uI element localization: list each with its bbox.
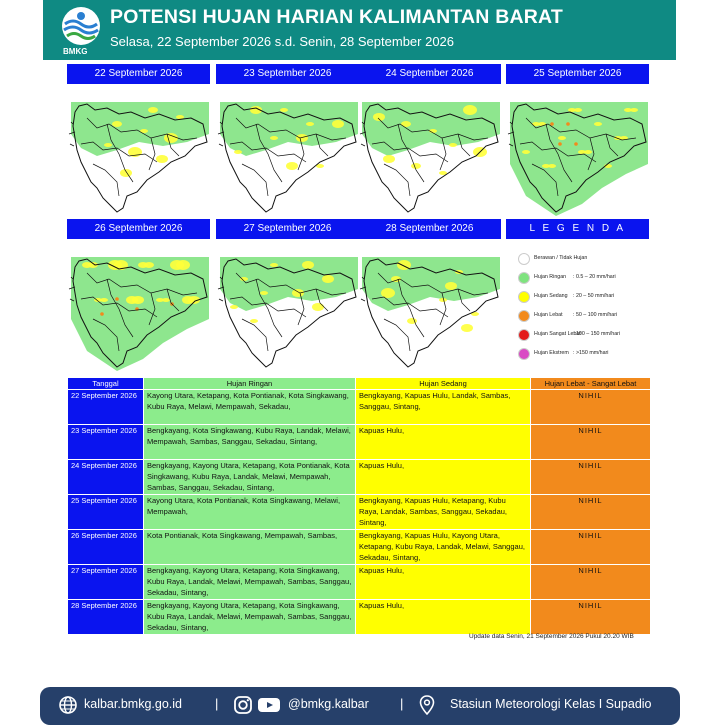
row-date: 28 September 2026 bbox=[68, 600, 144, 635]
legend-item bbox=[518, 347, 648, 361]
legend-swatch bbox=[518, 310, 530, 322]
legend-swatch bbox=[518, 329, 530, 341]
rain-map bbox=[358, 239, 501, 372]
header-banner bbox=[43, 0, 676, 60]
rain-map bbox=[67, 84, 210, 217]
row-lebat: NIHIL bbox=[531, 390, 651, 425]
map-panel bbox=[358, 219, 501, 372]
row-ringan: Bengkayang, Kayong Utara, Ketapang, Kota Singkawang, Kubu Raya, Landak, Melawi, Mempawah, Sambas, Sanggau, Sekadau, Sintang, bbox=[144, 600, 356, 635]
legend-label: Hujan Lebat bbox=[534, 312, 563, 318]
map-date: 27 September 2026 bbox=[216, 219, 359, 239]
legend-range: : 0.5 – 20 mm/hari bbox=[573, 274, 616, 280]
row-sedang: Kapuas Hulu, bbox=[356, 460, 531, 495]
table-row bbox=[68, 495, 651, 530]
rain-table bbox=[67, 377, 651, 635]
row-lebat: NIHIL bbox=[531, 565, 651, 600]
page-subtitle: Selasa, 22 September 2026 s.d. Senin, 28 September 2026 bbox=[110, 34, 455, 49]
map-date: 25 September 2026 bbox=[506, 64, 649, 84]
row-lebat: NIHIL bbox=[531, 530, 651, 565]
map-date: 24 September 2026 bbox=[358, 64, 501, 84]
instagram-icon[interactable] bbox=[233, 695, 253, 715]
map-panel bbox=[216, 219, 359, 372]
update-note: Update data Senin, 21 September 2026 Pukul 20.20 WIB bbox=[469, 633, 634, 640]
legend-item bbox=[518, 309, 648, 323]
row-sedang: Bengkayang, Kapuas Hulu, Kayong Utara, Ketapang, Kubu Raya, Landak, Melawi, Sanggau, Sekadau, Sintang, bbox=[356, 530, 531, 565]
legend-label: Hujan Ekstrem bbox=[534, 350, 569, 356]
globe-icon bbox=[58, 695, 78, 715]
legend-range: : 100 – 150 mm/hari bbox=[573, 331, 621, 337]
table-row bbox=[68, 390, 651, 425]
col-header-lebat: Hujan Lebat - Sangat Lebat bbox=[531, 378, 651, 390]
map-panel bbox=[67, 219, 210, 372]
rain-map bbox=[67, 239, 210, 372]
map-panel bbox=[506, 64, 649, 217]
legend-item bbox=[518, 271, 648, 285]
footer-bar bbox=[40, 687, 680, 725]
station-name: Stasiun Meteorologi Kelas I Supadio bbox=[450, 697, 652, 711]
legend-item bbox=[518, 328, 648, 342]
table-row bbox=[68, 565, 651, 600]
row-date: 24 September 2026 bbox=[68, 460, 144, 495]
map-date: 22 September 2026 bbox=[67, 64, 210, 84]
legend-swatch bbox=[518, 253, 530, 265]
row-ringan: Bengkayang, Kota Singkawang, Kubu Raya, Landak, Melawi, Mempawah, Sambas, Sanggau, Sekadau, Sintang, bbox=[144, 425, 356, 460]
footer-separator: | bbox=[400, 696, 404, 711]
rain-map bbox=[506, 84, 649, 217]
legend-range: : 50 – 100 mm/hari bbox=[573, 312, 618, 318]
table-row bbox=[68, 530, 651, 565]
youtube-icon[interactable] bbox=[257, 695, 281, 715]
legend-label: Berawan / Tidak Hujan bbox=[534, 255, 588, 261]
row-sedang: Kapuas Hulu, bbox=[356, 425, 531, 460]
location-pin-icon bbox=[419, 695, 435, 715]
legend-item bbox=[518, 290, 648, 304]
row-sedang: Bengkayang, Kapuas Hulu, Ketapang, Kubu Raya, Landak, Sambas, Sanggau, Sekadau, Sintang, bbox=[356, 495, 531, 530]
legend-range: : 20 – 50 mm/hari bbox=[573, 293, 615, 299]
row-ringan: Kayong Utara, Kota Pontianak, Kota Singkawang, Melawi, Mempawah, bbox=[144, 495, 356, 530]
row-date: 22 September 2026 bbox=[68, 390, 144, 425]
map-date: 28 September 2026 bbox=[358, 219, 501, 239]
legend-label: Hujan Sedang bbox=[534, 293, 568, 299]
legend-label: Hujan Sangat Lebat bbox=[534, 331, 581, 337]
bmkg-logo bbox=[59, 6, 103, 56]
legend-swatch bbox=[518, 291, 530, 303]
row-lebat: NIHIL bbox=[531, 425, 651, 460]
map-panel bbox=[216, 64, 359, 217]
rain-map bbox=[216, 239, 359, 372]
col-header-ringan: Hujan Ringan bbox=[144, 378, 356, 390]
row-sedang: Kapuas Hulu, bbox=[356, 565, 531, 600]
table-row bbox=[68, 425, 651, 460]
legend-label: Hujan Ringan bbox=[534, 274, 567, 280]
row-date: 26 September 2026 bbox=[68, 530, 144, 565]
logo-text: BMKG bbox=[63, 47, 88, 56]
legend-panel bbox=[506, 219, 649, 372]
row-date: 25 September 2026 bbox=[68, 495, 144, 530]
map-date: 26 September 2026 bbox=[67, 219, 210, 239]
legend-item bbox=[518, 252, 648, 266]
table-row bbox=[68, 460, 651, 495]
row-sedang: Kapuas Hulu, bbox=[356, 600, 531, 635]
row-lebat: NIHIL bbox=[531, 600, 651, 635]
website-link[interactable]: kalbar.bmkg.go.id bbox=[84, 697, 182, 711]
table-row bbox=[68, 600, 651, 635]
col-header-sedang: Hujan Sedang bbox=[356, 378, 531, 390]
row-ringan: Bengkayang, Kayong Utara, Ketapang, Kota Singkawang, Kubu Raya, Landak, Melawi, Mempawah, Sambas, Sanggau, Sekadau, Sintang, bbox=[144, 565, 356, 600]
row-date: 23 September 2026 bbox=[68, 425, 144, 460]
rain-map bbox=[358, 84, 501, 217]
row-lebat: NIHIL bbox=[531, 495, 651, 530]
row-ringan: Kota Pontianak, Kota Singkawang, Mempawah, Sambas, bbox=[144, 530, 356, 565]
row-date: 27 September 2026 bbox=[68, 565, 144, 600]
map-panel bbox=[358, 64, 501, 217]
row-ringan: Bengkayang, Kayong Utara, Ketapang, Kota Pontianak, Kota Singkawang, Kubu Raya, Landak, Melawi, Mempawah, Sambas, Sanggau, Sekadau, Sintang, bbox=[144, 460, 356, 495]
row-ringan: Kayong Utara, Ketapang, Kota Pontianak, Kota Singkawang, Kubu Raya, Melawi, Mempawah, Sekadau, bbox=[144, 390, 356, 425]
page-title: POTENSI HUJAN HARIAN KALIMANTAN BARAT bbox=[110, 6, 563, 28]
social-handle[interactable]: @bmkg.kalbar bbox=[288, 697, 369, 711]
footer-separator: | bbox=[215, 696, 219, 711]
row-lebat: NIHIL bbox=[531, 460, 651, 495]
map-date: 23 September 2026 bbox=[216, 64, 359, 84]
legend-swatch bbox=[518, 272, 530, 284]
legend-swatch bbox=[518, 348, 530, 360]
rain-map bbox=[216, 84, 359, 217]
legend-title: L E G E N D A bbox=[506, 219, 649, 239]
map-panel bbox=[67, 64, 210, 217]
col-header-date: Tanggal bbox=[68, 378, 144, 390]
row-sedang: Bengkayang, Kapuas Hulu, Landak, Sambas, Sanggau, Sintang, bbox=[356, 390, 531, 425]
legend-range: : >150 mm/hari bbox=[573, 350, 609, 356]
